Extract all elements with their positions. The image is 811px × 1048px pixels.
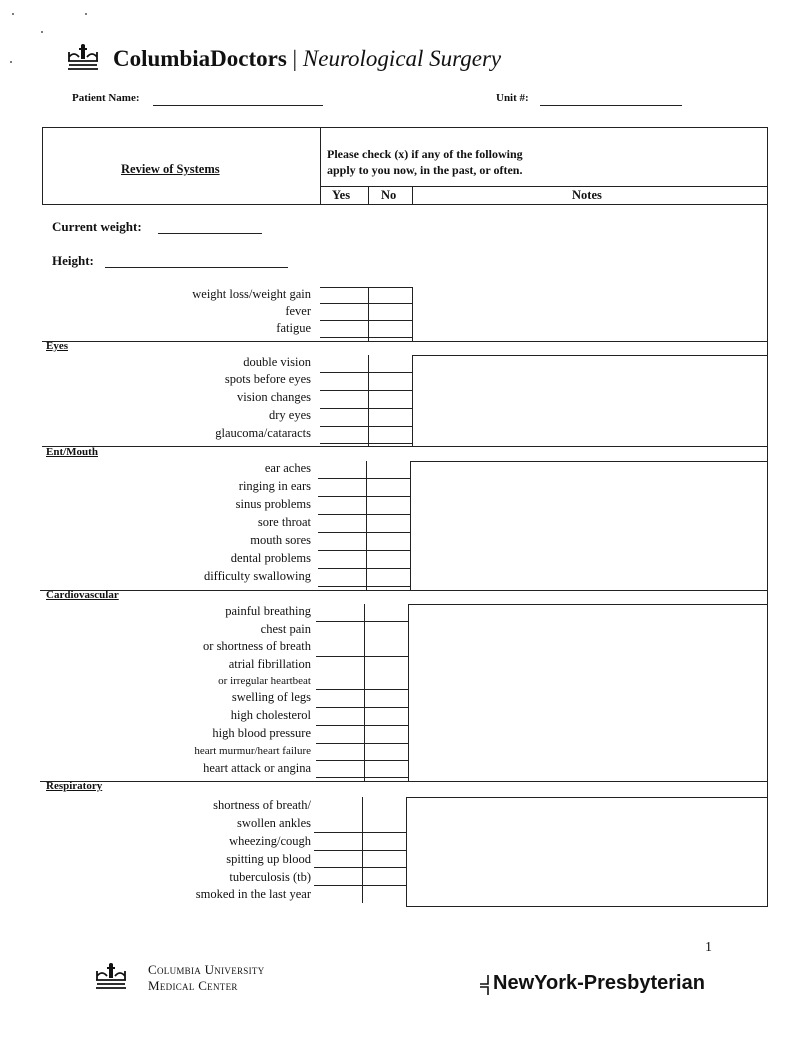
notes-top-line (410, 461, 768, 462)
item-spots-before-eyes: spots before eyes (224, 372, 311, 386)
item-swelling-of-legs: swelling of legs (231, 690, 311, 704)
checkbox-line (314, 885, 406, 886)
no-notes-divider (410, 461, 411, 590)
item-high-cholesterol: high cholesterol (230, 708, 311, 722)
brand-separator: | (292, 46, 298, 71)
checkbox-line (318, 496, 410, 497)
item-heart-attack: heart attack or angina (203, 761, 311, 775)
checkbox-line (316, 725, 408, 726)
item-difficulty-swallowing: difficulty swallowing (203, 569, 311, 583)
yes-no-divider (366, 461, 367, 590)
section-divider (40, 781, 768, 782)
brand-department: Neurological Surgery (302, 46, 502, 71)
notes-top-line (406, 797, 768, 798)
item-wheezing-cough: wheezing/cough (229, 834, 311, 848)
review-of-systems-title: Review of Systems (121, 162, 220, 176)
checkbox-line (314, 832, 406, 833)
checkbox-line (316, 621, 408, 622)
form-right-border (767, 205, 768, 907)
no-notes-divider (406, 797, 407, 907)
checkbox-line (318, 550, 410, 551)
checkbox-line (320, 303, 412, 304)
item-heart-murmur: heart murmur/heart failure (194, 745, 311, 757)
yes-no-divider (362, 797, 363, 903)
notes-top-line (412, 355, 768, 356)
item-dry-eyes: dry eyes (269, 408, 311, 422)
yes-no-divider (368, 355, 369, 446)
scan-speck (12, 13, 14, 15)
item-spitting-up-blood: spitting up blood (226, 852, 311, 866)
checkbox-line (318, 478, 410, 479)
patient-name-field[interactable] (153, 105, 323, 106)
section-title-ent: Ent/Mouth (46, 446, 98, 458)
checkbox-line (320, 408, 412, 409)
item-painful-breathing: painful breathing (225, 604, 311, 618)
item-chest-pain: chest pain (260, 622, 311, 636)
item-double-vision: double vision (243, 355, 311, 369)
item-sore-throat: sore throat (257, 515, 311, 529)
checkbox-line (320, 320, 412, 321)
checkbox-line (320, 443, 412, 444)
item-fatigue: fatigue (276, 321, 311, 335)
no-notes-divider (412, 287, 413, 341)
checkbox-line (316, 707, 408, 708)
brand-primary: ColumbiaDoctors (113, 46, 287, 71)
cumc-crown-icon (94, 962, 128, 990)
cumc-logo-text (148, 962, 265, 994)
checkbox-line (320, 337, 412, 338)
scan-speck (41, 31, 43, 33)
yes-no-divider (368, 287, 369, 341)
item-shortness-of-breath: or shortness of breath (203, 639, 311, 653)
checkbox-line (314, 850, 406, 851)
instructions (327, 146, 627, 178)
item-fever: fever (285, 304, 311, 318)
item-weight-change: weight loss/weight gain (192, 287, 311, 301)
checkbox-line (316, 656, 408, 657)
yes-no-divider (364, 604, 365, 781)
column-notes: Notes (572, 188, 602, 202)
columbia-crown-logo (66, 43, 100, 71)
nyp-bracket-icon (478, 973, 492, 997)
section-title-resp: Respiratory (46, 780, 103, 792)
item-shortness-of-breath-resp: shortness of breath/ (213, 798, 311, 812)
no-notes-divider (412, 186, 413, 205)
no-notes-divider (412, 355, 413, 446)
checkbox-line (316, 760, 408, 761)
item-high-blood-pressure: high blood pressure (212, 726, 311, 740)
section-divider (40, 590, 768, 591)
unit-number-field[interactable] (540, 105, 682, 106)
column-yes: Yes (332, 188, 351, 202)
yes-no-divider (368, 186, 369, 205)
checkbox-line (316, 689, 408, 690)
instruction-line-1: Please check (x) if any of the following (327, 147, 523, 161)
item-mouth-sores: mouth sores (250, 533, 311, 547)
section-divider (42, 341, 768, 342)
page-number: 1 (705, 940, 712, 955)
column-no: No (381, 188, 397, 202)
cumc-line-2: Medical Center (148, 978, 238, 993)
item-irregular-heartbeat: or irregular heartbeat (218, 675, 311, 687)
item-smoked-last-year: smoked in the last year (195, 887, 311, 901)
checkbox-line (320, 426, 412, 427)
patient-name-label: Patient Name: (72, 92, 140, 104)
nyp-logo-text: NewYork-Presbyterian (493, 972, 705, 994)
notes-top-line (408, 604, 768, 605)
checkbox-line (314, 867, 406, 868)
brand-title (113, 46, 501, 72)
form-bottom-border (406, 906, 768, 907)
checkbox-line (318, 514, 410, 515)
no-notes-divider (408, 604, 409, 781)
item-swollen-ankles: swollen ankles (237, 816, 311, 830)
item-sinus-problems: sinus problems (235, 497, 311, 511)
item-dental-problems: dental problems (230, 551, 311, 565)
section-divider (42, 446, 768, 447)
checkbox-line (320, 390, 412, 391)
checkbox-line (318, 586, 410, 587)
item-glaucoma-cataracts: glaucoma/cataracts (215, 426, 311, 440)
item-ringing-in-ears: ringing in ears (238, 479, 311, 493)
height-label: Height: (52, 253, 94, 268)
instruction-line-2: apply to you now, in the past, or often. (327, 163, 523, 177)
header-divider (320, 127, 321, 205)
unit-number-label: Unit #: (496, 92, 529, 104)
current-weight-label: Current weight: (52, 219, 142, 234)
checkbox-line (320, 372, 412, 373)
item-atrial-fibrillation: atrial fibrillation (228, 657, 311, 671)
checkbox-line (316, 777, 408, 778)
checkbox-line (316, 743, 408, 744)
scan-speck (10, 61, 12, 63)
checkbox-line (318, 568, 410, 569)
height-field[interactable] (105, 267, 288, 268)
scan-speck (85, 13, 87, 15)
fever-weight-yes-checkbox[interactable] (320, 288, 367, 303)
section-title-cardio: Cardiovascular (46, 589, 119, 601)
cumc-line-1: Columbia University (148, 962, 265, 977)
item-tuberculosis: tuberculosis (tb) (229, 870, 311, 884)
checkbox-line (318, 532, 410, 533)
item-ear-aches: ear aches (264, 461, 311, 475)
header-subdivider (320, 186, 768, 187)
section-title-eyes: Eyes (46, 340, 68, 352)
item-vision-changes: vision changes (237, 390, 311, 404)
current-weight-field[interactable] (158, 233, 262, 234)
